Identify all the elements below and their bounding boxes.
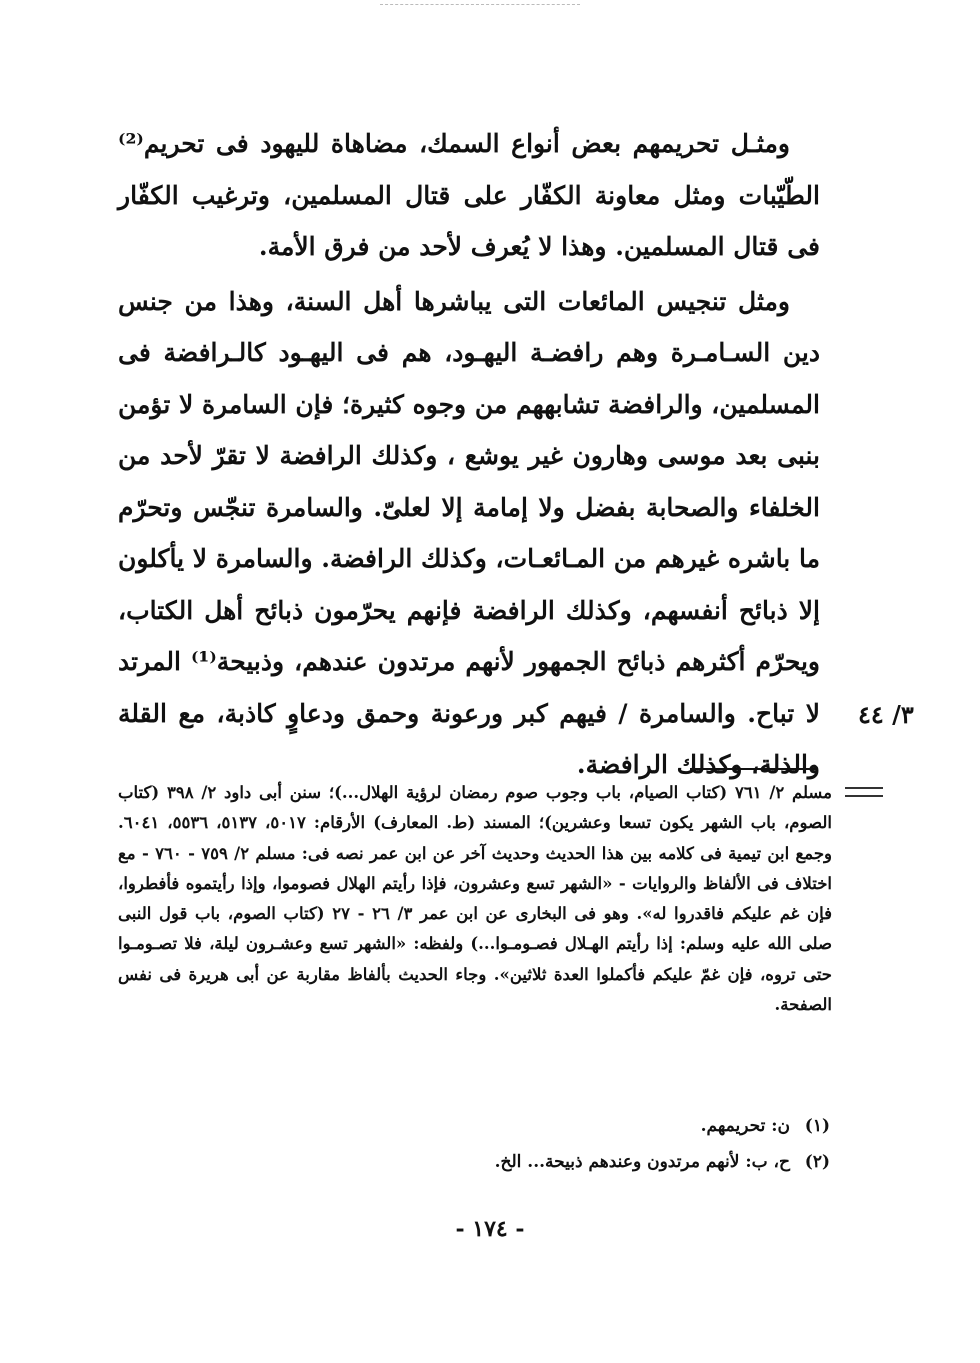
note-text: ح، ب: لأنهم مرتدون وعندهم ذبيحة... الخ. (494, 1152, 790, 1172)
footnote-double-rule (845, 787, 883, 797)
scan-top-mark (380, 4, 580, 7)
paragraph-1: ومثـل تحريمهم بعض أنواع السمك، مضاهاة لليهود فى تحريم⁽²⁾ الطّيّبات ومثل معاونة الكفّار على قتال المسلمين، وترغيب الكفّار فى قتال المسلمين. وهذا لا يُعرف لأحد من فرق الأمة. (118, 129, 820, 261)
page-number: - ١٧٤ - (455, 1216, 525, 1242)
note-text: ن: تحريمهم. (700, 1116, 790, 1136)
apparatus-note (300, 1144, 830, 1180)
paragraph-2: ومثل تنجيس المائعات التى يباشرها أهل السنة، وهذا من جنس دين السـامـرة وهم رافضـة اليهـود، هم فى اليهـود كالـرافضة فى المسلمين، والرافضة تشابههم من وجوه كثيرة؛ فإن السامرة لا تؤمن بنبى بعد موسى وهارون غير يوشع ، وكذلك الرافضة لا تقرّ لأحد من الخلفاء والصحابة بفضل ولا إمامة إلا لعلىّ. والسامرة تنجّس وتحرّم ما باشره غيرهم من المـائعـات، وكذلك الرافضة. والسامرة لا يأكلون إلا ذبائح أنفسهم، وكذلك الرافضة فإنهم يحرّمون ذبائح أهل الكتاب، ويحرّم أكثرهم ذبائح الجمهور لأنهم مرتدون عندهم، وذبيحة⁽¹⁾ المرتد لا تباح. والسامرة / فيهم كبر ورعونة وحمق ودعاوٍ كاذبة، مع القلة والذلة، وكذلك الرافضة. (118, 286, 820, 779)
main-text-block (118, 118, 820, 791)
footnote-separator (690, 768, 818, 770)
footnote-commentary: مسلم ٢/ ٧٦١ (كتاب الصيام، باب وجوب صوم رمضان لرؤية الهلال...)؛ سنن أبى داود ٢/ ٣٩٨ (كتاب الصوم، باب الشهر يكون تسعا وعشرين)؛ المسند (ط. المعارف) الأرقام: ٥٠١٧، ٥١٣٧، ٥٥٣٦، ٦٠٤١. وجمع ابن تيمية فى كلامه بين هذا الحديث وحديث آخر عن ابن عمر نصه فى: مسلم ٢/ ٧٥٩ - ٧٦٠ - مع اختلاف فى الألفاظ والروايات - «الشهر تسع وعشرون، فإذا رأيتم الهلال فصوموا، وإذا رأيتموه فأفطروا، فإن غم عليكم فاقدروا له». وهو فى البخارى عن ابن عمر ٣/ ٢٦ - ٢٧ (كتاب الصوم، باب قول النبى صلى الله عليه وسلم: إذا رأيتم الهـلال فصـومـوا...) ولفظه: «الشهر تسع وعشـرون ليلة، فلا تصـومـوا حتى تروه، فإن غمّ عليكم فأكملوا العدة ثلاثين». وجاء الحديث بألفاظ مقاربة عن أبى هريرة فى نفس الصفحة. (118, 783, 832, 1015)
margin-volume-page-ref: ٣/ ٤٤ (858, 700, 914, 729)
apparatus-notes (300, 1108, 830, 1180)
note-number: (٢) (804, 1152, 830, 1172)
apparatus-note (300, 1108, 830, 1144)
note-number: (١) (804, 1116, 830, 1136)
